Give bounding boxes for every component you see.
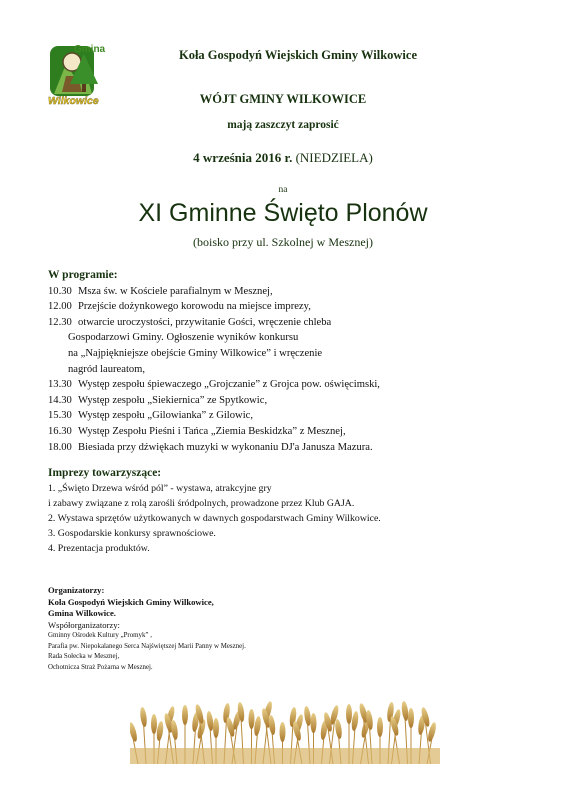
event-item: 4. Prezentacja produktów. — [48, 543, 150, 554]
event-item: 1. „Święto Drzewa wśród pól” - wystawa, atrakcyjne gry — [48, 483, 272, 494]
logo-text-bottom: Wilkowice — [48, 95, 99, 107]
program-text: Przejście dożynkowego korowodu na miejsce imprezy, — [78, 301, 311, 313]
co-organizer-line: Ochotnicza Straż Pożarna w Mesznej. — [48, 663, 153, 671]
organizers-section — [48, 585, 448, 673]
co-organizer-line: Parafia pw. Niepokalanego Serca Najświętszej Marii Panny w Mesznej. — [48, 642, 246, 650]
program-text-continued: na „Najpiękniejsze obejście Gminy Wilkowice” i wręczenie — [68, 347, 323, 359]
events-list — [48, 481, 548, 556]
program-time: 12.00 — [48, 301, 72, 313]
program-item — [48, 377, 548, 393]
program-text: Występ zespołu „Siekiernica” ze Spytkowic, — [78, 394, 268, 406]
program-list — [48, 284, 548, 456]
event-location: (boisko przy ul. Szkolnej w Mesznej) — [193, 235, 373, 249]
program-item — [48, 424, 548, 440]
program-time: 18.00 — [48, 441, 72, 453]
event-title: XI Gminne Święto Plonów — [138, 199, 428, 227]
event-date — [0, 150, 566, 166]
program-text: Występ zespołu śpiewaczego „Grojczanie” z Grojca pow. oświęcimski, — [78, 379, 380, 391]
program-item — [48, 393, 548, 409]
organizer-line: Koła Gospodyń Wiejskich Gminy Wilkowice, — [48, 596, 214, 607]
program-item — [48, 284, 548, 300]
event-item: i zabawy związane z rolą zarośli śródpolnych, prowadzone przez Klub GAJA. — [48, 498, 355, 509]
program-time: 12.30 — [48, 316, 72, 328]
program-heading: W programie: — [48, 269, 118, 281]
mayor-header: WÓJT GMINY WILKOWICE — [199, 92, 367, 106]
program-text-continued: nagród laureatom, — [68, 363, 146, 375]
logo-text-top: Gmina — [74, 44, 106, 55]
co-organizer-line: Rada Sołecka w Mesznej, — [48, 653, 120, 660]
program-item — [48, 299, 548, 315]
program-text: Występ Zespołu Pieśni i Tańca „Ziemia Beskidzka” z Mesznej, — [78, 425, 346, 437]
program-time: 15.30 — [48, 410, 72, 422]
program-text: otwarcie uroczystości, przywitanie Gości, wręczenie chleba — [78, 316, 332, 328]
program-text: Biesiada przy dźwiękach muzyki w wykonaniu DJ'a Janusza Mazura. — [78, 441, 373, 453]
program-time: 10.30 — [48, 285, 72, 297]
event-day: (NIEDZIELA) — [295, 150, 373, 165]
program-text: Msza św. w Kościele parafialnym w Mesznej, — [78, 285, 273, 297]
invitation-line: mają zaszczyt zaprosić — [227, 119, 339, 131]
na-word: na — [278, 185, 288, 195]
organizers-heading: Organizatorzy: — [48, 585, 105, 595]
events-section — [48, 466, 548, 556]
program-section — [48, 268, 548, 455]
program-item — [48, 440, 548, 456]
wheat-ears-icon — [130, 686, 440, 764]
program-time: 14.30 — [48, 394, 72, 406]
program-text: Występ zespołu „Gilowianka” z Gilowic, — [78, 410, 253, 422]
event-item: 3. Gospodarskie konkursy sprawnościowe. — [48, 528, 216, 539]
co-organizer-line: Gminny Ośrodek Kultury „Promyk” , — [48, 632, 152, 639]
program-item — [48, 408, 548, 424]
event-date-bold: 4 września 2016 r. — [193, 150, 293, 165]
organizer-line: Gmina Wilkowice. — [48, 608, 116, 618]
organizer-header: Koła Gospodyń Wiejskich Gminy Wilkowice — [178, 48, 417, 62]
co-organizers-heading: Współorganizatorzy: — [48, 619, 120, 630]
events-heading: Imprezy towarzyszące: — [48, 467, 162, 479]
program-time: 16.30 — [48, 425, 72, 437]
program-text-continued: Gospodarzowi Gminy. Ogłoszenie wyników konkursu — [68, 332, 299, 344]
program-item — [48, 315, 548, 331]
event-item: 2. Wystawa sprzętów użytkowanych w dawnych gospodarstwach Gminy Wilkowice. — [48, 513, 381, 524]
program-time: 13.30 — [48, 379, 72, 391]
